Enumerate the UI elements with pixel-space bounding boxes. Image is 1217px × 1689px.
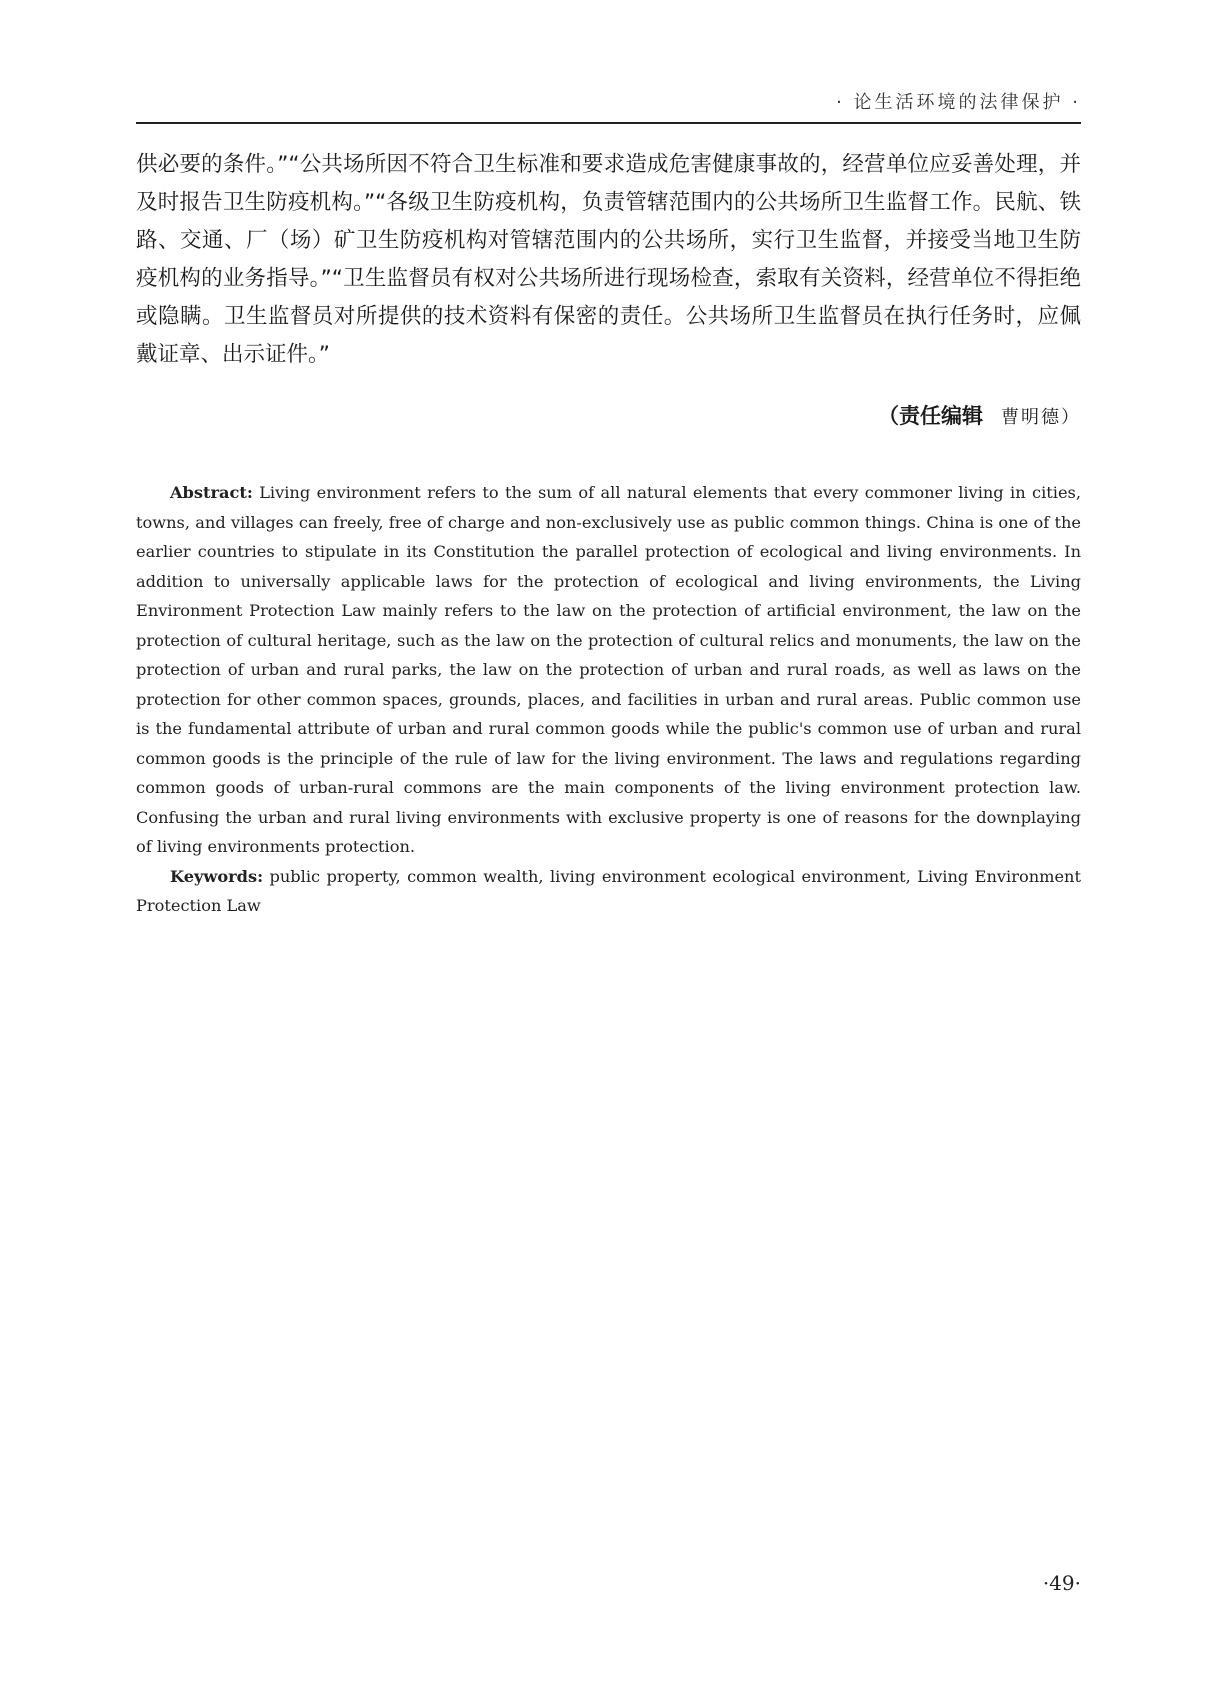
running-title: · 论生活环境的法律保护 · (836, 92, 1081, 113)
abstract-label: Abstract: (170, 483, 253, 502)
abstract-text: Living environment refers to the sum of all natural elements that every commoner living in cities, towns, and villages can freely, free of charge and non-exclusively use as public common things. China is one of the earlier countries to stipulate in its Constitution the parallel protection of ecological and living environments. In addition to universally applicable laws for the protection of ecological and living environments, the Living Environment Protection Law mainly refers to the law on the protection of artificial environment, the law on the protection of cultural heritage, such as the law on the protection of cultural relics and monuments, the law on the protection of urban and rural parks, the law on the protection of urban and rural roads, as well as laws on the protection for other common spaces, grounds, places, and facilities in urban and rural areas. Public common use is the fundamental attribute of urban and rural common goods while the public's common use of urban and rural common goods is the principle of the rule of law for the living environment. The laws and regulations regarding common goods of urban-rural commons are the main components of the living environment protection law. Confusing the urban and rural living environments with exclusive property is one of reasons for the downplaying of living environments protection. (136, 483, 1081, 856)
responsible-editor (136, 400, 1081, 430)
abstract-paragraph (136, 478, 1081, 862)
page-number: ·49· (1042, 1571, 1081, 1595)
keywords-text: public property, common wealth, living environment ecological environment, Living Environment Protection Law (136, 866, 1081, 915)
keywords-label: Keywords: (170, 866, 264, 886)
editor-label: （责任编辑 (878, 404, 983, 428)
english-abstract (136, 478, 1081, 921)
editor-name: 曹明德） (1001, 407, 1081, 428)
body-paragraph: 供必要的条件。”“公共场所因不符合卫生标准和要求造成危害健康事故的，经营单位应妥善处理，并及时报告卫生防疫机构。”“各级卫生防疫机构，负责管辖范围内的公共场所卫生监督工作。民航、铁路、交通、厂（场）矿卫生防疫机构对管辖范围内的公共场所，实行卫生监督，并接受当地卫生防疫机构的业务指导。”“卫生监督员有权对公共场所进行现场检查，索取有关资料，经营单位不得拒绝或隐瞒。卫生监督员对所提供的技术资料有保密的责任。公共场所卫生监督员在执行任务时，应佩戴证章、出示证件。” (136, 152, 1081, 367)
header-rule (136, 122, 1081, 124)
keywords-paragraph (136, 862, 1081, 921)
